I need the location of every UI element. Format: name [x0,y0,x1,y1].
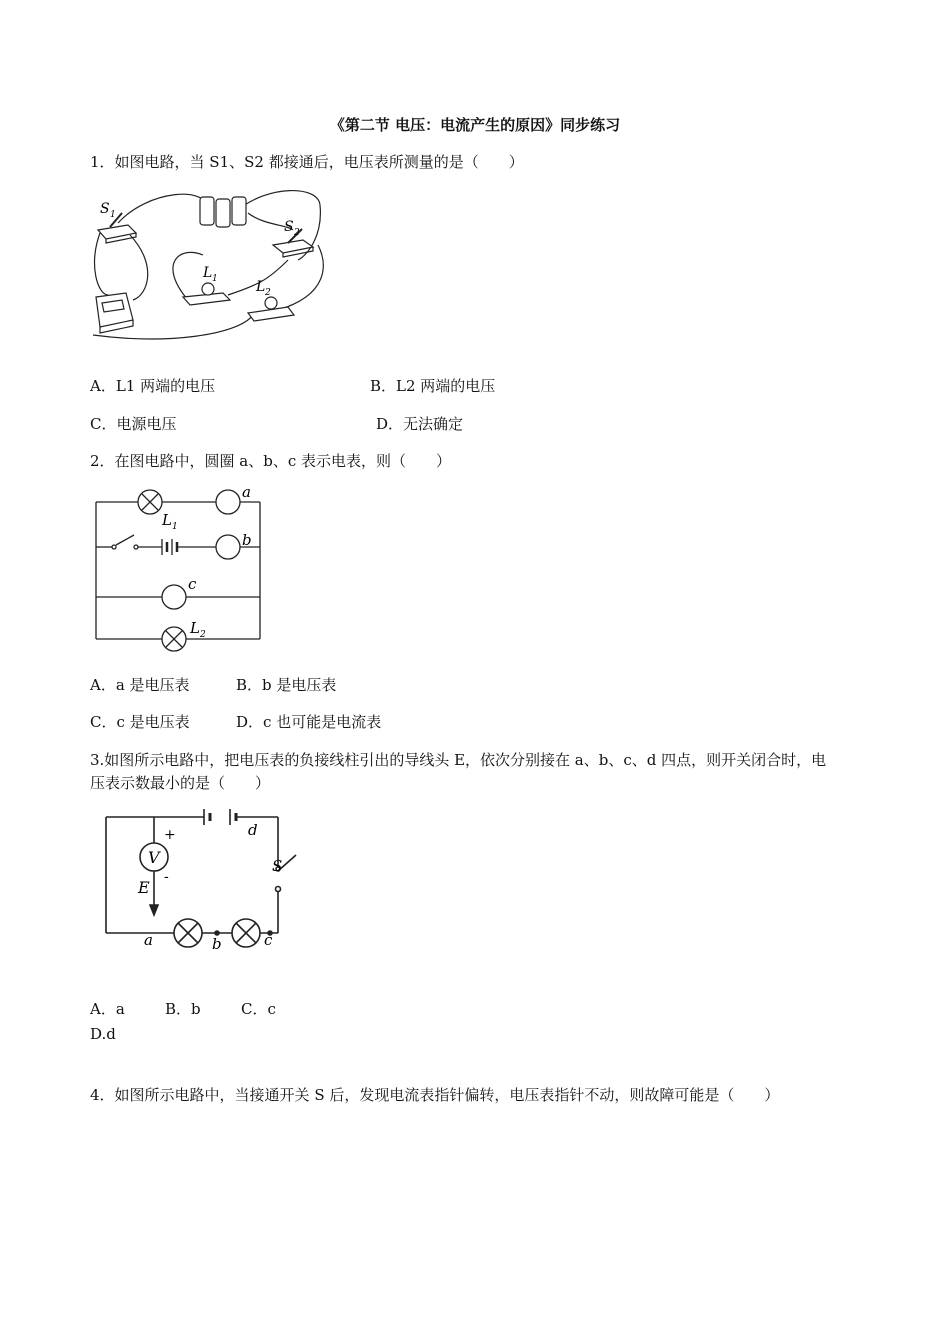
q3-stem-line1: 3.如图所示电路中，把电压表的负接线柱引出的导线头 E，依次分别接在 a、b、c、d 四点，则开关闭合时，电 [90,751,827,769]
q3-b-label: b [212,935,222,953]
q3-option-d: D.d [90,1025,116,1043]
q2-l1-label: L [162,511,172,529]
q1-l1-label: L [203,265,213,281]
q1-stem: 1．如图电路，当 S1、S2 都接通后，电压表所测量的是（ ） [90,153,524,171]
q1-option-a: A．L1 两端的电压 [90,377,216,395]
q1-l2-label: L [256,279,266,295]
q2-c-label: c [188,575,197,593]
q1-s2-label: S [284,219,294,235]
q3-d-label: d [248,821,258,839]
q2-l1-sub: 1 [172,522,178,532]
q1-circuit-figure [88,185,328,345]
q4-stem: 4．如图所示电路中，当接通开关 S 后，发现电流表指针偏转，电压表指针不动，则故障可能是（ ） [90,1086,780,1104]
q3-a-label: a [144,931,153,949]
q3-plus-label: + [164,827,176,843]
q1-option-d: D．无法确定 [376,415,464,433]
q3-option-b: B．b [165,1000,201,1018]
q2-l2-label: L [190,619,200,637]
q3-s-label: S [272,857,283,875]
q2-option-a: A．a 是电压表 [90,676,190,694]
q3-e-label: E [138,878,150,897]
q3-voltmeter-label: V [148,848,160,867]
q1-l1-sub: 1 [212,274,218,284]
q3-circuit-figure [100,805,300,953]
q2-option-c: C．c 是电压表 [90,713,190,731]
q1-s1-label: S [100,201,110,217]
q3-c-label: c [264,931,273,949]
q3-option-c: C．c [241,1000,276,1018]
q3-minus-label: - [164,869,169,885]
q1-option-c: C．电源电压 [90,415,177,433]
q2-circuit-figure [90,483,270,652]
q1-l2-sub: 2 [265,288,271,298]
q3-option-a: A．a [90,1000,125,1018]
q2-option-d: D．c 也可能是电流表 [236,713,382,731]
page-title: 《第二节 电压：电流产生的原因》同步练习 [329,116,621,134]
q2-b-label: b [242,531,252,549]
q2-l2-sub: 2 [200,630,206,640]
q1-s2-sub: 2 [294,228,300,238]
q3-stem-line2: 压表示数最小的是（ ） [90,774,271,792]
q2-a-label: a [242,483,251,501]
q1-s1-sub: 1 [110,210,116,220]
q2-stem: 2．在图电路中，圆圈 a、b、c 表示电表，则（ ） [90,452,452,470]
q2-option-b: B．b 是电压表 [236,676,337,694]
q1-option-b: B．L2 两端的电压 [370,377,496,395]
